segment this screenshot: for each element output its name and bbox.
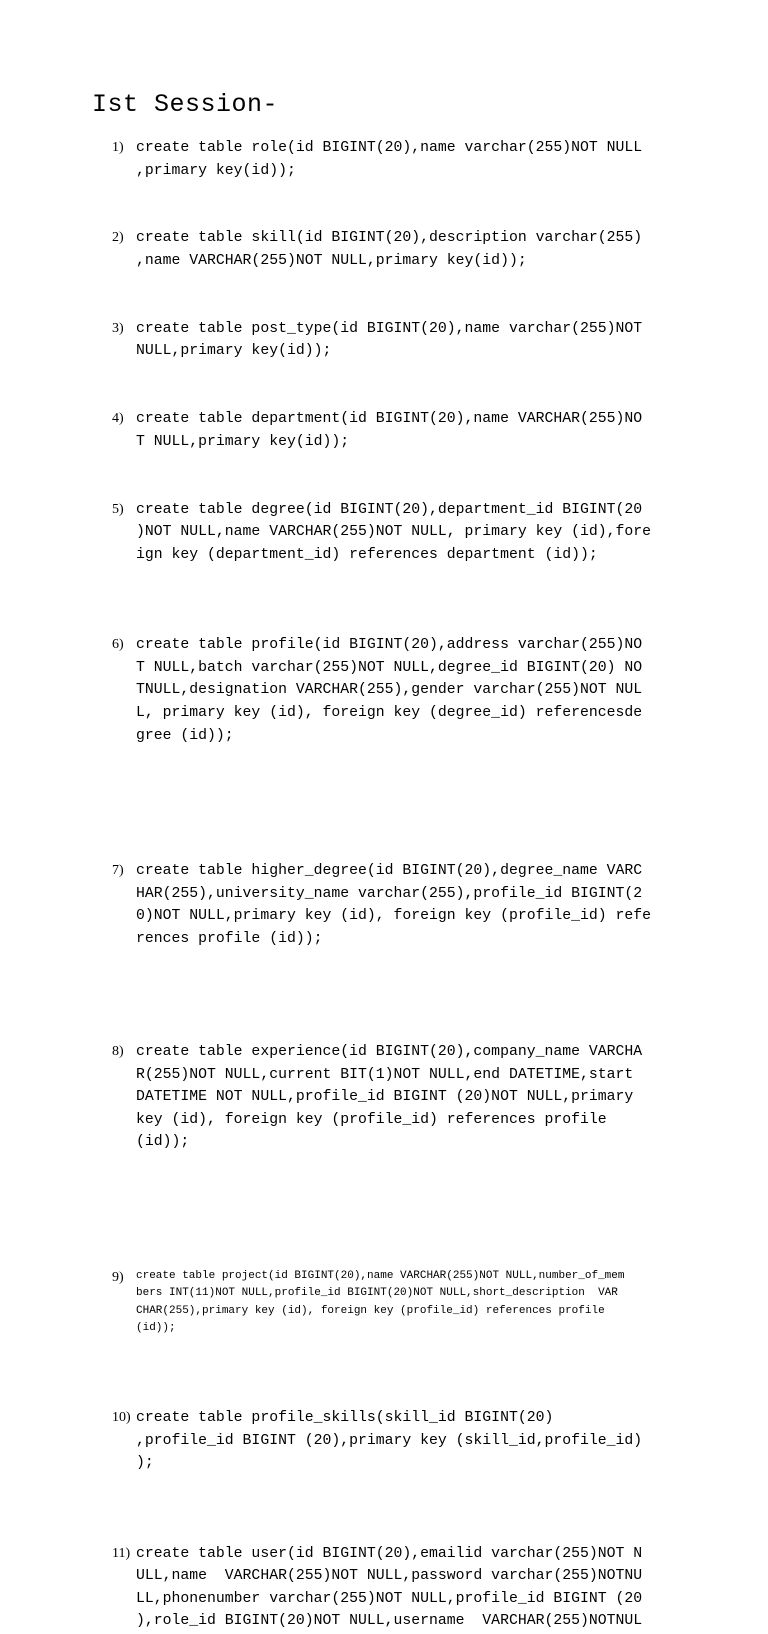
sql-line: create table post_type(id BIGINT(20),name varchar(255)NOT	[136, 320, 643, 337]
list-item-number: 9)	[112, 1269, 124, 1285]
sql-line: create table project(id BIGINT(20),name VARCHAR(255)NOT NULL,number_of_mem	[136, 1269, 625, 1282]
sql-line: ,name VARCHAR(255)NOT NULL,primary key(id));	[136, 252, 527, 269]
sql-statement-list	[0, 138, 768, 1630]
sql-line: create table profile_skills(skill_id BIGINT(20)	[136, 1409, 554, 1426]
sql-line: create table department(id BIGINT(20),name VARCHAR(255)NO	[136, 411, 643, 428]
sql-line: T NULL,primary key(id));	[136, 433, 350, 450]
list-item-number: 10)	[112, 1409, 131, 1425]
sql-line: key (id), foreign key (profile_id) references profile	[136, 1111, 607, 1128]
sql-line: ),role_id BIGINT(20)NOT NULL,username VARCHAR(255)NOTNUL	[136, 1613, 643, 1630]
list-item	[0, 1042, 768, 1155]
list-item-number: 2)	[112, 230, 124, 246]
list-item-number: 7)	[112, 863, 124, 879]
sql-line: DATETIME NOT NULL,profile_id BIGINT (20)NOT NULL,primary	[136, 1089, 634, 1106]
sql-line: 0)NOT NULL,primary key (id), foreign key (profile_id) refe	[136, 908, 652, 925]
sql-line: (id));	[136, 1322, 176, 1335]
list-item	[0, 500, 768, 568]
sql-line: HAR(255),university_name varchar(255),profile_id BIGINT(2	[136, 885, 643, 902]
sql-line: rences profile (id));	[136, 930, 323, 947]
list-item	[0, 319, 768, 364]
sql-line: )NOT NULL,name VARCHAR(255)NOT NULL, primary key (id),fore	[136, 524, 652, 541]
sql-line: ULL,name VARCHAR(255)NOT NULL,password varchar(255)NOTNU	[136, 1568, 643, 1585]
sql-line: create table experience(id BIGINT(20),company_name VARCHA	[136, 1043, 643, 1060]
sql-line: create table role(id BIGINT(20),name varchar(255)NOT NULL	[136, 140, 643, 156]
sql-line: L, primary key (id), foreign key (degree_id) referencesde	[136, 704, 643, 721]
list-item	[0, 228, 768, 273]
list-item	[0, 409, 768, 454]
sql-line: create table profile(id BIGINT(20),address varchar(255)NO	[136, 637, 643, 654]
sql-line: create table skill(id BIGINT(20),description varchar(255)	[136, 230, 643, 247]
sql-line: ign key (department_id) references department (id));	[136, 546, 598, 563]
sql-line: gree (id));	[136, 727, 234, 744]
list-item-number: 4)	[112, 411, 124, 427]
sql-line: (id));	[136, 1134, 190, 1151]
list-item-number: 11)	[112, 1545, 131, 1561]
sql-line: bers INT(11)NOT NULL,profile_id BIGINT(20)NOT NULL,short_description VAR	[136, 1287, 618, 1300]
list-item	[0, 138, 768, 183]
sql-line: NULL,primary key(id));	[136, 343, 332, 360]
list-item-number: 8)	[112, 1043, 124, 1059]
sql-line: );	[136, 1455, 154, 1472]
sql-line: LL,phonenumber varchar(255)NOT NULL,profile_id BIGINT (20	[136, 1590, 643, 1607]
list-item	[0, 1268, 768, 1338]
sql-line: create table higher_degree(id BIGINT(20),degree_name VARC	[136, 863, 643, 880]
list-item-number: 6)	[112, 637, 124, 653]
sql-line: ,profile_id BIGINT (20),primary key (skill_id,profile_id)	[136, 1432, 643, 1449]
list-item	[0, 1544, 768, 1634]
sql-line: TNULL,designation VARCHAR(255),gender varchar(255)NOT NUL	[136, 682, 643, 699]
sql-line: R(255)NOT NULL,current BIT(1)NOT NULL,end DATETIME,start	[136, 1066, 634, 1083]
sql-line: CHAR(255),primary key (id), foreign key (profile_id) references profile	[136, 1304, 605, 1317]
sql-line: create table user(id BIGINT(20),emailid varchar(255)NOT N	[136, 1545, 643, 1562]
list-item-number: 5)	[112, 501, 124, 517]
list-item	[0, 861, 768, 951]
sql-line: create table degree(id BIGINT(20),department_id BIGINT(20	[136, 501, 643, 518]
sql-line: ,primary key(id));	[136, 162, 296, 179]
list-item-number: 1)	[112, 140, 124, 155]
sql-line: T NULL,batch varchar(255)NOT NULL,degree_id BIGINT(20) NO	[136, 659, 643, 676]
list-item	[0, 635, 768, 748]
list-item	[0, 1408, 768, 1476]
page-title: Ist Session-	[92, 90, 279, 119]
list-item-number: 3)	[112, 320, 124, 336]
